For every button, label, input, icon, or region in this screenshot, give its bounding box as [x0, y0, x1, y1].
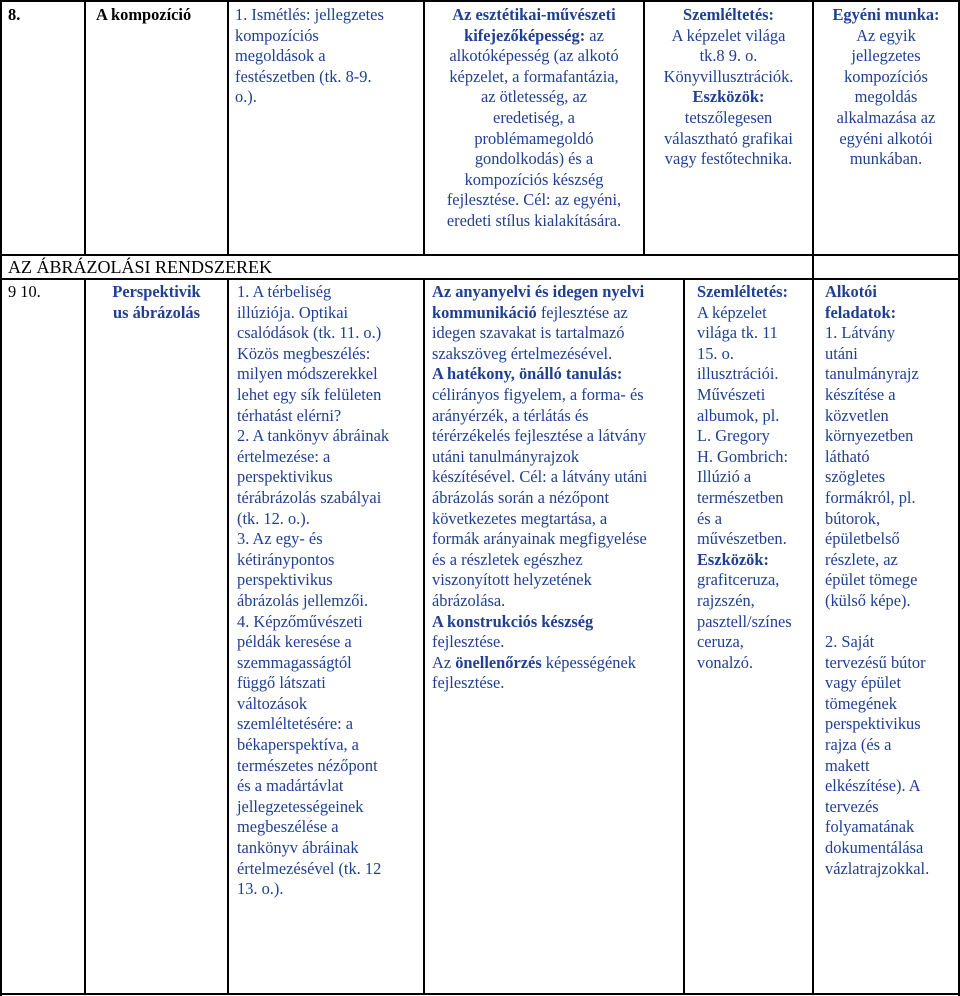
row2-tools-line: természetben: [697, 487, 784, 507]
row1-dev-line: alkotóképesség (az alkotó: [449, 46, 619, 66]
row2-dev-line: formák arányainak megfigyelése: [432, 529, 647, 549]
row2-content-line: ábrázolás jellemzői.: [237, 590, 369, 610]
row2-tools-line: ceruza,: [697, 632, 744, 652]
row2-tools-line: világa tk. 11: [697, 323, 778, 343]
row1-content-line: kompozíciós: [235, 25, 319, 45]
row2-task-line: bútorok,: [825, 508, 881, 528]
row1-title: A kompozíció: [96, 5, 192, 24]
row2-dev-line: térérzékelés fejlesztése a látvány: [432, 426, 647, 446]
row1-dev-head: Az esztétikai-művészeti: [452, 5, 616, 24]
row2-tools-line: 15. o.: [697, 343, 734, 363]
row2-task-line: tömegének: [825, 693, 897, 713]
row1-dev-line: kompozíciós készség: [464, 169, 604, 189]
row2-task-line: folyamatának: [825, 817, 915, 837]
row2-tools-label: Szemléltetés:: [697, 282, 789, 301]
row2-title-line: Perspektivik: [112, 282, 201, 301]
row1-task-line: Az egyik: [856, 25, 916, 45]
row2-content-line: értelmezésével (tk. 12: [237, 858, 382, 878]
row2-tools-line: H. Gombrich:: [697, 446, 789, 466]
rule-section-bottom: [0, 278, 960, 280]
row2-content-line: függő látszati: [237, 673, 326, 693]
row2-tools-line: illusztrációi.: [697, 364, 779, 384]
row2-content-line: (tk. 12. o.).: [237, 508, 310, 528]
row2-dev-line: készítésével. Cél: a látvány utáni: [432, 467, 648, 487]
row2-dev-tail: képességének: [541, 652, 636, 672]
row2-task-label: feladatok:: [825, 302, 897, 322]
row2-dev-line: fejlesztése.: [432, 673, 505, 693]
row1-dev-line: problémamegoldó: [474, 128, 594, 148]
row2-task-line: utáni: [825, 343, 858, 363]
rule-left: [0, 0, 2, 996]
row1-tools-line: Könyvillusztrációk.: [663, 66, 794, 86]
row2-content-line: lehet egy sík felületen: [237, 384, 382, 404]
row2-task-line: rajza (és a: [825, 735, 892, 755]
row2-content-line: térhatást elérni?: [237, 405, 342, 425]
row1-number: 8.: [8, 5, 21, 24]
row1-content-line: festészetben (tk. 8-9.: [235, 66, 372, 86]
row2-content-line: illúziója. Optikai: [237, 302, 349, 322]
row2-dev-line: és a részletek egészhez: [432, 549, 583, 569]
row2-development: [432, 282, 682, 694]
row2-content-line: példák keresése a: [237, 632, 352, 652]
row2-content-line: csalódások (tk. 11. o.): [237, 323, 382, 343]
row1-dev-line: gondolkodás) és a: [474, 149, 594, 169]
row2-tools-line: vonalzó.: [697, 652, 753, 672]
row2-content-line: szemmagasságtól: [237, 652, 352, 672]
row2-content-line: 2. A tankönyv ábráinak: [237, 426, 390, 446]
row2-tools-line: Művészeti: [697, 384, 766, 404]
row2-dev-line: viszonyított helyzetének: [432, 570, 592, 590]
row2-title-line: us ábrázolás: [113, 302, 200, 322]
row2-dev-line: arányérzék, a térlátás és: [432, 405, 589, 425]
row2-content-line: 1. A térbeliség: [237, 282, 332, 301]
row2-task-line: perspektivikus: [825, 714, 921, 734]
row1-task-line: kompozíciós: [844, 66, 928, 86]
row2-task-line: látható: [825, 446, 870, 466]
row1-task-line: megoldás: [854, 87, 918, 107]
row2-task-line: dokumentálása: [825, 838, 924, 858]
row2-tools-line: Illúzió a: [697, 467, 752, 487]
row2-dev-line: célirányos figyelem, a forma- és: [432, 384, 644, 404]
row1-dev-line: képzelet, a formafantázia,: [449, 66, 619, 86]
row2-number: 9 10.: [8, 282, 41, 301]
rule-section-top: [0, 254, 960, 256]
row2-task-line: környezetben: [825, 426, 914, 446]
row2-dev-tail: fejlesztése az: [536, 302, 628, 322]
rule-r2-b: [227, 278, 229, 994]
row2-content-line: jellegzetességeinek: [237, 796, 364, 816]
row2-content-line: értelmezése: a: [237, 446, 331, 466]
row1-dev-head-tail: az: [585, 25, 604, 45]
row2-task-line: tervezés: [825, 796, 879, 816]
row2-content-line: megbeszélése a: [237, 817, 339, 837]
rule-r2-d: [683, 278, 685, 994]
row1-development: [425, 5, 643, 232]
section-title: AZ ÁBRÁZOLÁSI RENDSZEREK: [8, 257, 272, 277]
rule-sec-a: [812, 254, 814, 278]
row2-title: [86, 282, 227, 323]
row1-tools: [645, 5, 812, 170]
row1-task-line: alkalmazása az: [836, 107, 936, 127]
row2-task-line: elkészítése). A: [825, 776, 921, 796]
row2-task-line: közvetlen: [825, 405, 889, 425]
row2-tools-line: grafitceruza,: [697, 570, 780, 590]
row2-task-line: részlete, az: [825, 549, 898, 569]
row2-task-line: tervezésű bútor: [825, 652, 926, 672]
row2-content-line: természetes nézőpont: [237, 755, 378, 775]
row2-dev-line: fejlesztése.: [432, 632, 505, 652]
row2-task-line: épület tömege: [825, 570, 918, 590]
row1-content-line: o.).: [235, 87, 257, 107]
row2-content-line: Közös megbeszélés:: [237, 343, 371, 363]
row1-tools-label: Szemléltetés:: [682, 5, 774, 24]
row1-task-line: jellegzetes: [851, 46, 921, 66]
row2-tools-line: A képzelet: [697, 302, 767, 322]
row2-content-line: térábrázolás szabályai: [237, 487, 382, 507]
rule-r1-a: [84, 0, 86, 254]
row2-task-line: vázlatrajzokkal.: [825, 858, 930, 878]
row2-content-line: 13. o.).: [237, 879, 284, 899]
row2-dev-pre: Az: [432, 652, 456, 672]
row1-dev-line: az ötletesség, az: [480, 87, 588, 107]
row2-task-line: 1. Látvány: [825, 323, 896, 343]
row2-content-line: békaperspektíva, a: [237, 735, 359, 755]
row2-tools-line: és a: [697, 508, 723, 528]
row2-dev-line: szakszöveg értelmezésével.: [432, 343, 613, 363]
row1-task: [814, 5, 958, 170]
row2-tools-line: művészetben.: [697, 529, 787, 549]
row2-dev-head: önellenőrzés: [455, 652, 542, 672]
row1-task-line: munkában.: [849, 149, 923, 169]
row1-content: [235, 5, 421, 108]
row2-task-line: szögletes: [825, 467, 886, 487]
row1-tools-label: Eszközök:: [692, 87, 765, 107]
row2-tools-line: pasztell/színes: [697, 611, 792, 631]
row1-content-line: 1. Ismétlés: jellegzetes: [235, 5, 384, 24]
rule-r1-b: [227, 0, 229, 254]
row1-tools-line: vagy festőtechnika.: [664, 149, 793, 169]
row1-dev-line: fejlesztése. Cél: az egyéni,: [446, 190, 622, 210]
row1-tools-line: tk.8 9. o.: [699, 46, 758, 66]
row2-content-line: perspektivikus: [237, 570, 333, 590]
row2-task-line: makett: [825, 755, 870, 775]
row2-task-line: formákról, pl.: [825, 487, 916, 507]
row2-dev-line: ábrázolása.: [432, 590, 506, 610]
row2-dev-line: ábrázolás során a nézőpont: [432, 487, 610, 507]
row1-task-line: egyéni alkotói: [839, 128, 933, 148]
row2-content: [237, 282, 423, 900]
row2-task-line: vagy épület: [825, 673, 902, 693]
row2-dev-line: következetes megtartása, a: [432, 508, 608, 528]
row1-dev-line: eredeti stílus kialakítására.: [446, 210, 622, 230]
row2-task: [825, 282, 958, 879]
rule-r2-c: [423, 278, 425, 994]
row2-dev-head: A konstrukciós készség: [432, 611, 594, 631]
row2-dev-head: Az anyanyelvi és idegen nyelvi: [432, 282, 645, 301]
row2-task-line: (külső képe).: [825, 590, 911, 610]
row2-content-line: perspektivikus: [237, 467, 333, 487]
row2-content-line: szemléltetésére: a: [237, 714, 354, 734]
row2-task-label: Alkotói: [825, 282, 877, 301]
rule-top: [0, 0, 960, 2]
row2-tools-line: L. Gregory: [697, 426, 770, 446]
row2-dev-head: kommunikáció: [432, 302, 537, 322]
row2-dev-line: idegen szavakat is tartalmazó: [432, 323, 625, 343]
row1-dev-head: kifejezőképesség:: [464, 25, 586, 45]
rule-bottom: [0, 993, 960, 995]
row2-dev-line: utáni tanulmányrajzok: [432, 446, 580, 466]
row1-tools-line: választható grafikai: [664, 128, 793, 148]
row1-dev-line: eredetiség, a: [493, 107, 575, 127]
row2-task-line: 2. Saját: [825, 632, 875, 652]
row2-dev-head: A hatékony, önálló tanulás:: [432, 364, 623, 384]
row2-task-line: épületbelső: [825, 529, 900, 549]
row2-content-line: változások: [237, 693, 308, 713]
row2-tools-line: rajzszén,: [697, 590, 755, 610]
row2-content-line: tankönyv ábráinak: [237, 838, 359, 858]
rule-r2-a: [84, 278, 86, 994]
row2-content-line: kétiránypontos: [237, 549, 335, 569]
row1-task-label: Egyéni munka:: [832, 5, 940, 24]
row2-task-line: tanulmányrajz: [825, 364, 919, 384]
rule-r2-e: [812, 278, 814, 994]
task-spacer: [825, 612, 958, 633]
row2-content-line: 4. Képzőművészeti: [237, 611, 363, 631]
row2-tools: [697, 282, 811, 673]
row2-content-line: és a madártávlat: [237, 776, 344, 796]
row2-content-line: milyen módszerekkel: [237, 364, 378, 384]
row2-tools-label: Eszközök:: [697, 549, 769, 569]
row2-tools-line: albumok, pl.: [697, 405, 780, 425]
row1-content-line: megoldások a: [235, 46, 326, 66]
row1-tools-line: tetszőlegesen: [684, 107, 773, 127]
row2-content-line: 3. Az egy- és: [237, 529, 323, 549]
row1-tools-line: A képzelet világa: [671, 25, 786, 45]
row2-task-line: készítése a: [825, 384, 896, 404]
